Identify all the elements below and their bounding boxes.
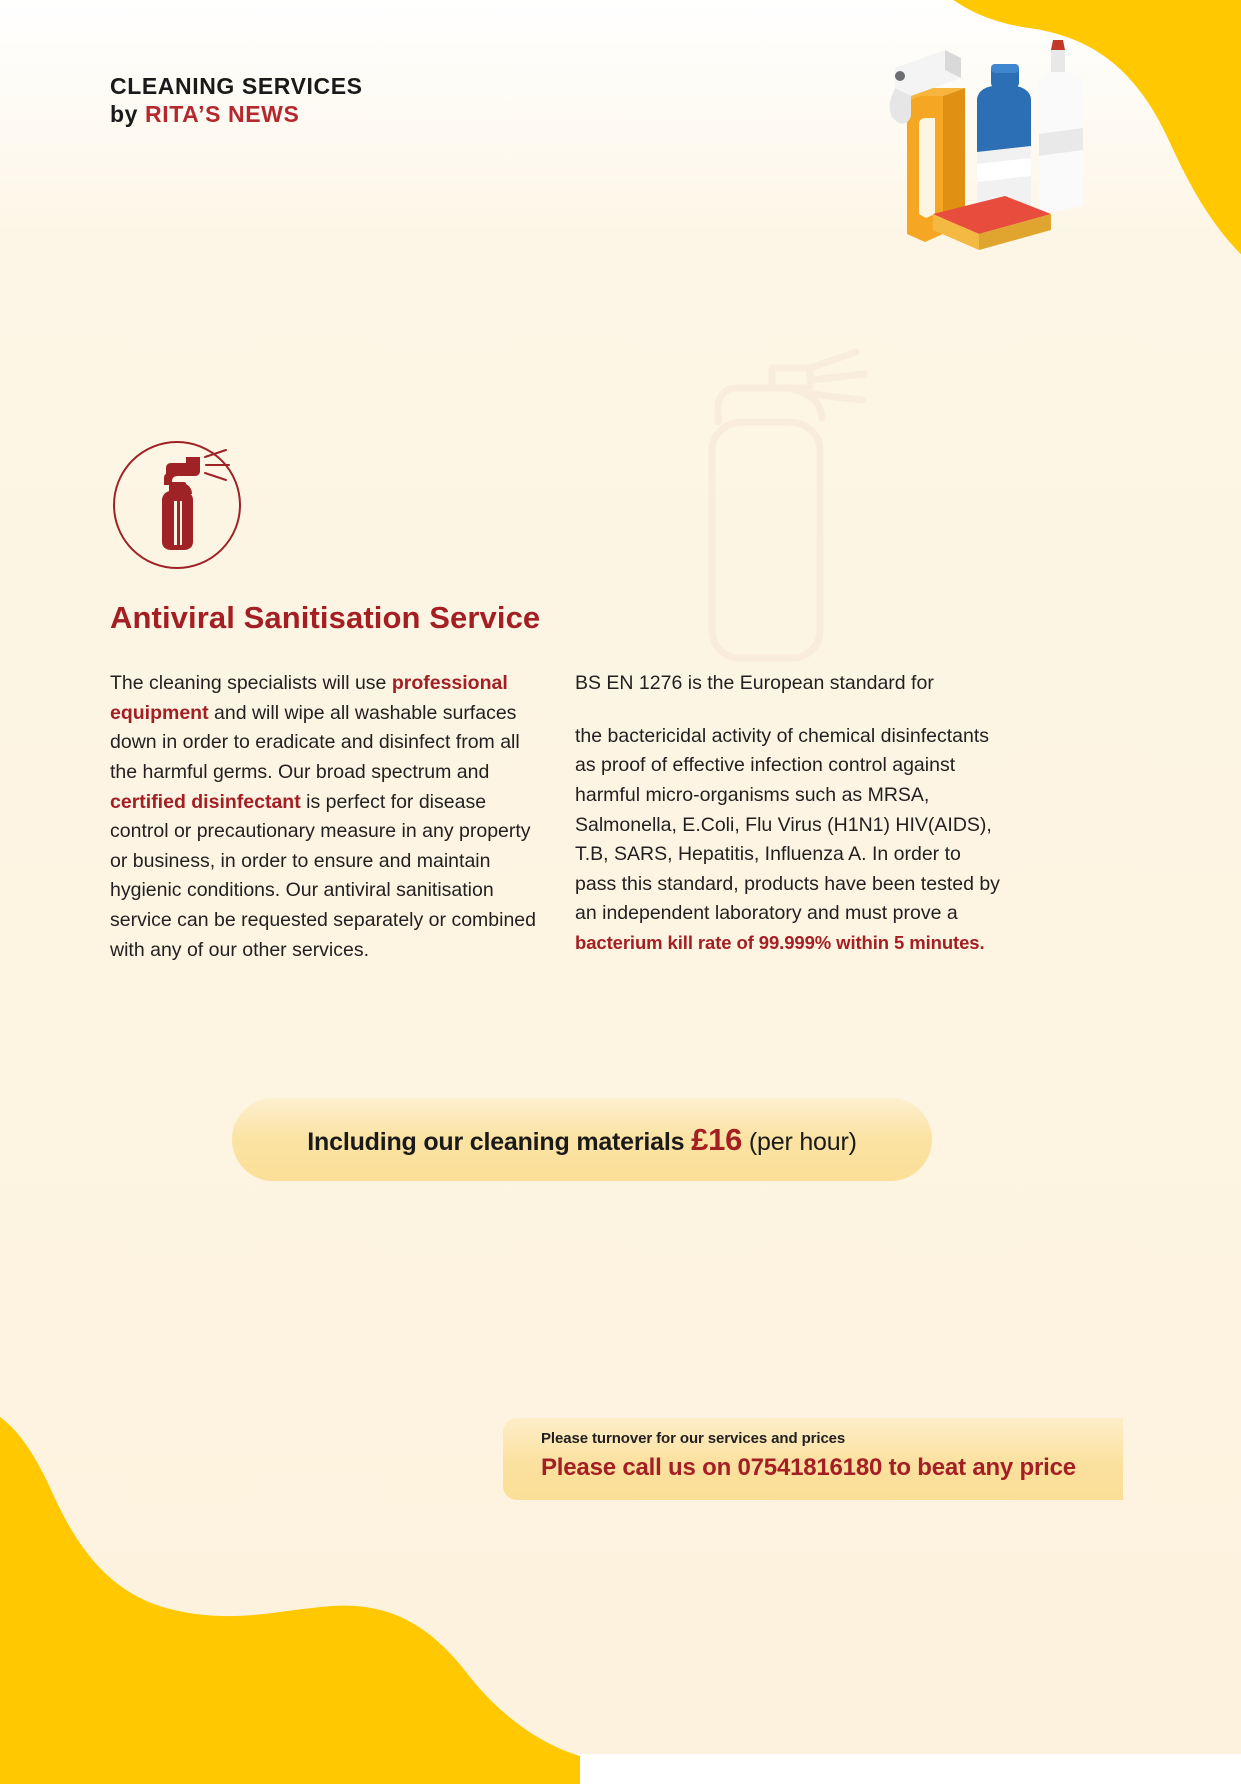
page-title: Antiviral Sanitisation Service — [110, 600, 541, 635]
price-amount: £16 — [691, 1121, 743, 1157]
standard-body-text — [575, 722, 1005, 959]
brand-line-2 — [110, 100, 363, 128]
bottom-left-yellow-wave — [0, 1224, 580, 1784]
footer-call-to-action: Please call us on 07541816180 to beat any price — [541, 1453, 1076, 1481]
cleaning-supplies-illustration — [873, 38, 1103, 253]
left-body-column — [110, 669, 542, 965]
brand-header — [110, 72, 363, 128]
brand-line-1: CLEANING SERVICES — [110, 73, 363, 99]
left-text-part-1: The cleaning specialists will use — [110, 672, 392, 694]
right-body-column — [575, 669, 1005, 959]
spray-bottle-icon — [110, 438, 244, 572]
highlight-kill-rate: bacterium kill rate of 99.999% within 5 minutes. — [575, 932, 985, 953]
brand-name: RITA’S NEWS — [145, 101, 300, 128]
price-banner — [232, 1098, 932, 1181]
standard-body-part-1: the bactericidal activity of chemical disinfectants as proof of effective infection control against harmful micro-organisms such as MRSA, Salmonella, E.Coli, Flu Virus (H1N1) HIV(AIDS), T.B, SARS, Hepatitis, Influenza A. In order to pass this standard, products have been tested by an independent laboratory and must prove a — [575, 724, 1000, 925]
price-prefix: Including our cleaning materials — [307, 1127, 692, 1156]
footer-banner — [503, 1418, 1123, 1500]
brand-by-label: by — [110, 101, 146, 128]
price-text — [307, 1122, 856, 1158]
standard-lead-line: BS EN 1276 is the European standard for — [575, 672, 934, 694]
price-suffix: (per hour) — [742, 1127, 857, 1156]
left-text-part-2: and will wipe all washable surfaces down in order to eradicate and disinfect from all the harmful germs. Our broad spectrum and — [110, 701, 520, 783]
left-text-part-3: is perfect for disease control or precautionary measure in any property or business, in order to ensure and maintain hygienic conditions. Our antiviral sanitisation service can be requested separately or combined with any of our other services. — [110, 790, 536, 961]
footer-turnover-note: Please turnover for our services and prices — [541, 1430, 846, 1447]
highlight-certified-disinfectant: certified disinfectant — [110, 790, 301, 813]
highlight-professional-equipment: professional equipment — [110, 672, 508, 724]
